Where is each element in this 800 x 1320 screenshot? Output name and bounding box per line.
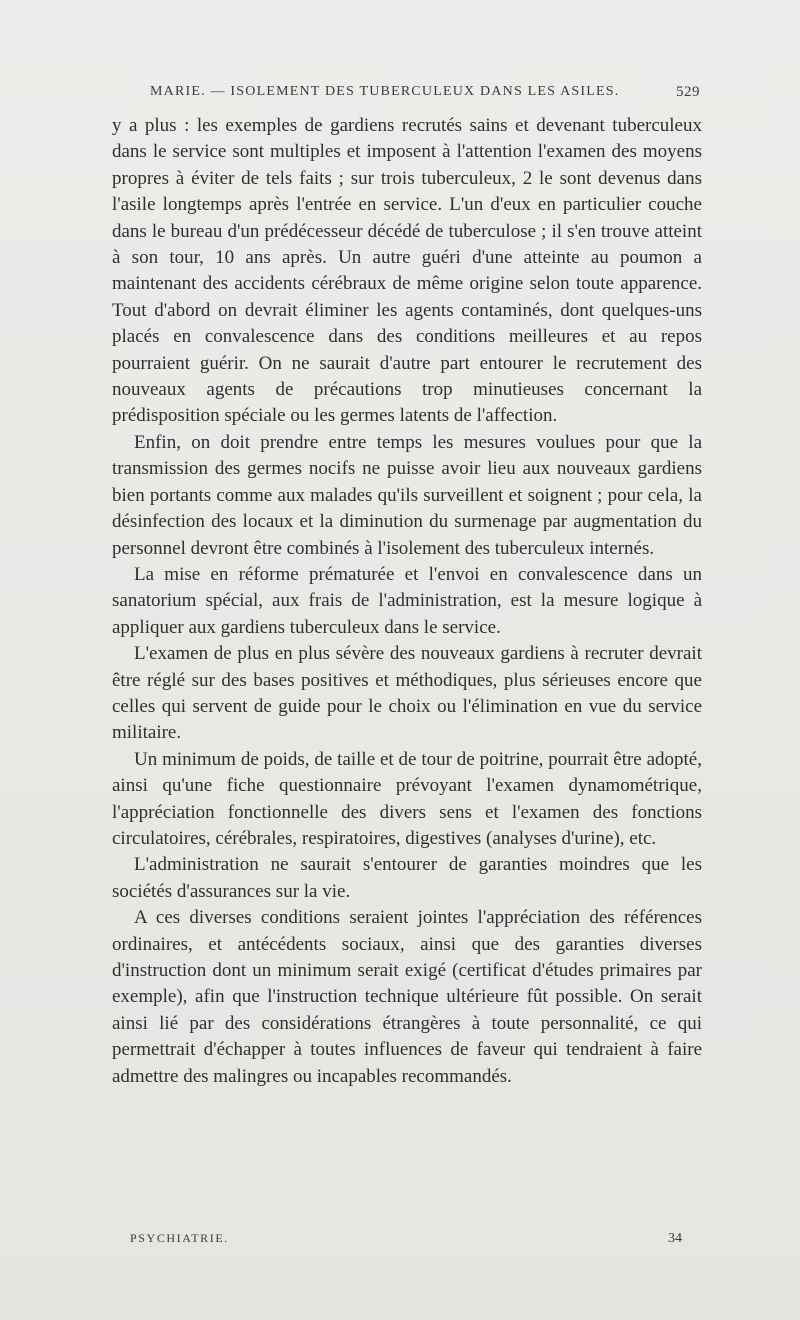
paragraph-2: Enfin, on doit prendre entre temps les mesures voulues pour que la transmission des germes nocifs ne puisse avoir lieu aux nouveaux gardiens bien portants comme aux malades qu'ils surveillent et soignent ; pour cela, la désinfection des locaux et la diminution du surmenage par augmentation du personnel devront être combinés à l'isolement des tuberculeux internés. [112,431,702,559]
paragraph-7: A ces diverses conditions seraient jointes l'appréciation des références ordinaires, et antécédents sociaux, ainsi que des garanties diverses d'instruction dont un minimum serait exigé (certificat d'études primaires par exemple), afin que l'instruction technique ultérieure fût possible. On serait ainsi lié par des considérations étrangères à toute personnalité, ce qui permettrait d'échapper à toutes influences de faveur qui tendraient à faire admettre des malingres ou incapables recommandés. [112,907,702,1087]
paragraph-4: L'examen de plus en plus sévère des nouveaux gardiens à recruter devrait être réglé sur des bases positives et méthodiques, plus sérieuses encore que celles qui servent de guide pour le choix ou l'élimination en vue du service militaire. [112,643,702,744]
paragraph-6: L'administration ne saurait s'entourer de garanties moindres que les sociétés d'assurances sur la vie. [112,854,702,902]
page-number: 529 [676,84,700,100]
body-text [112,113,702,1090]
signature-footer [130,1231,690,1251]
paragraph-1: y a plus : les exemples de gardiens recrutés sains et devenant tuberculeux dans le service sont multiples et imposent à l'attention l'examen des moyens propres à éviter de tels faits ; sur trois tuberculeux, 2 le sont devenus dans l'asile longtemps après l'entrée en service. L'un d'eux en particulier couche dans le bureau d'un prédécesseur décédé de tuberculose ; il s'en trouve atteint à son tour, 10 ans après. Un autre guéri d'une atteinte au poumon a maintenant des accidents cérébraux de même origine selon toute apparence. Tout d'abord on devrait éliminer les agents contaminés, dont quelques-uns placés en convalescence dans des conditions meilleures et au repos pourraient guérir. On ne saurait d'autre part entourer le recrutement des nouveaux agents de précautions trop minutieuses concernant la prédisposition spéciale ou les germes latents de l'affection. [112,115,702,427]
signature-number: 34 [668,1231,682,1246]
running-header [110,84,700,106]
paragraph-5: Un minimum de poids, de taille et de tour de poitrine, pourrait être adopté, ainsi qu'une fiche questionnaire prévoyant l'examen dynamométrique, l'appréciation fonctionnelle des divers sens et l'examen des fonctions circulatoires, cérébrales, respiratoires, digestives (analyses d'urine), etc. [112,748,702,849]
signature-label: PSYCHIATRIE. [130,1231,229,1245]
running-title: MARIE. — ISOLEMENT DES TUBERCULEUX DANS LES ASILES. [150,84,620,99]
paragraph-3: La mise en réforme prématurée et l'envoi en convalescence dans un sanatorium spécial, aux frais de l'administration, est la mesure logique à appliquer aux gardiens tuberculeux dans le service. [112,563,702,638]
